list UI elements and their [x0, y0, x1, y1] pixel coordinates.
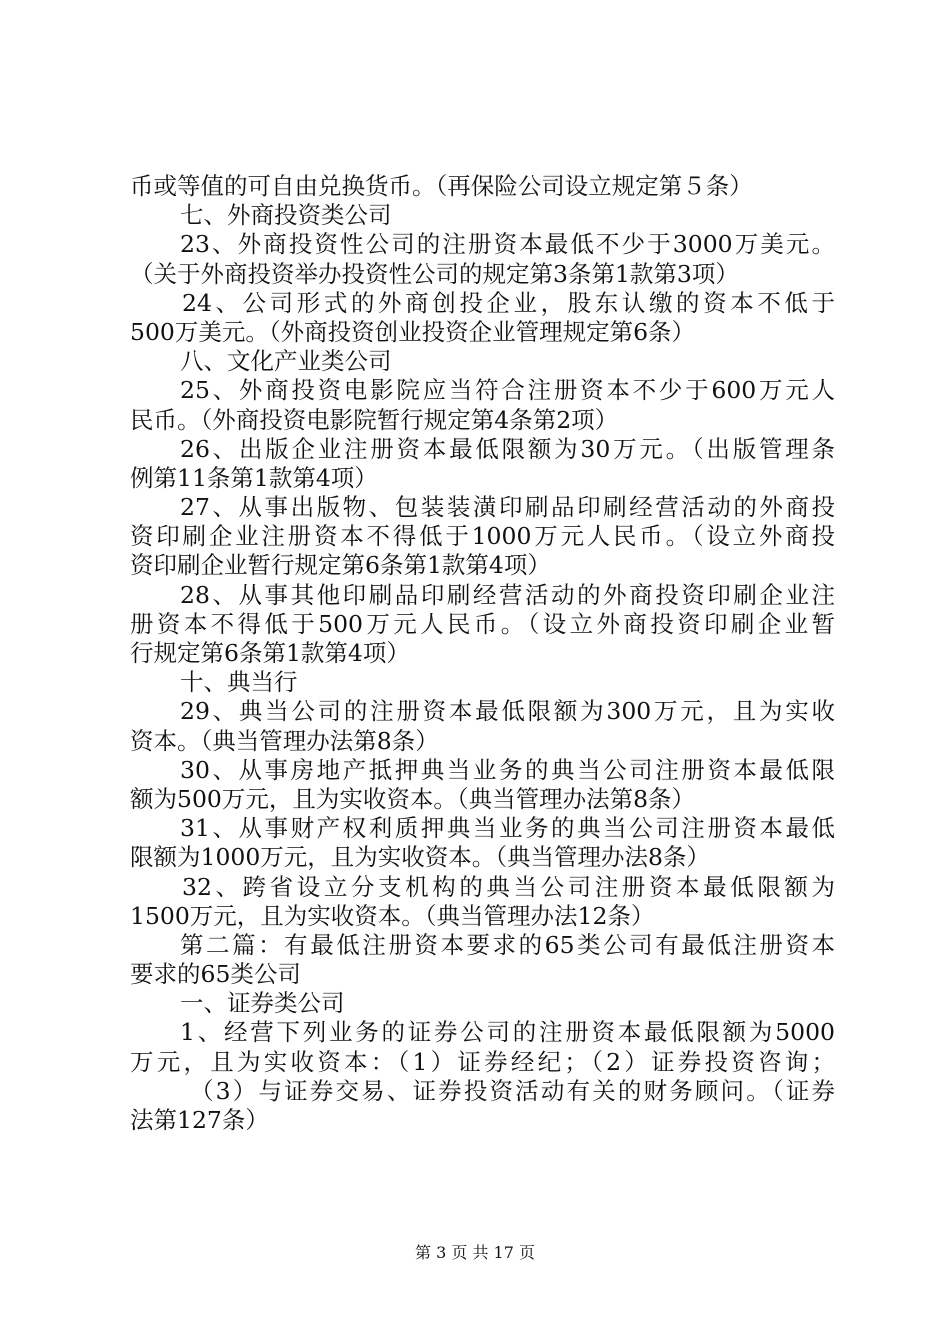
text-line: 25、外商投资电影院应当符合注册资本不少于600万元人 — [180, 376, 835, 405]
section-heading: 八、文化产业类公司 — [180, 347, 392, 376]
text-line: 1500万元，且为实收资本。（典当管理办法12条） — [130, 901, 655, 930]
document-body — [130, 172, 835, 1135]
text-line: 册资本不得低于500万元人民币。（设立外商投资印刷企业暂 — [130, 609, 835, 638]
text-line: 限额为1000万元，且为实收资本。（典当管理办法8条） — [130, 843, 711, 872]
text-line: 1、经营下列业务的证券公司的注册资本最低限额为5000 — [180, 1018, 835, 1047]
text-line: 29、典当公司的注册资本最低限额为300万元，且为实收 — [180, 697, 835, 726]
chapter-heading: 第二篇：有最低注册资本要求的65类公司有最低注册资本 — [180, 930, 835, 959]
text-line: 28、从事其他印刷品印刷经营活动的外商投资印刷企业注 — [180, 580, 835, 609]
text-line: 27、从事出版物、包装装潢印刷品印刷经营活动的外商投 — [180, 493, 835, 522]
text-line: 30、从事房地产抵押典当业务的典当公司注册资本最低限 — [180, 755, 835, 784]
text-line: 民币。（外商投资电影院暂行规定第4条第2项） — [130, 405, 619, 434]
text-line: 币或等值的可自由兑换货币。（再保险公司设立规定第５条） — [130, 172, 753, 200]
text-line: 31、从事财产权利质押典当业务的典当公司注册资本最低 — [180, 814, 835, 843]
text-line: 32、跨省设立分支机构的典当公司注册资本最低限额为 — [182, 872, 835, 901]
text-line: 资本。（典当管理办法第8条） — [130, 726, 439, 755]
text-line: 26、出版企业注册资本最低限额为30万元。（出版管理条 — [180, 434, 835, 463]
text-line: （关于外商投资举办投资性公司的规定第3条第1款第3项） — [130, 259, 739, 288]
text-line: 万元，且为实收资本：（1）证券经纪；（2）证券投资咨询； — [130, 1047, 835, 1076]
section-heading: 七、外商投资类公司 — [180, 201, 392, 230]
chapter-heading: 要求的65类公司 — [130, 960, 301, 989]
page-number-footer: 第 3 页 共 17 页 — [415, 1243, 535, 1262]
text-line: 资印刷企业暂行规定第6条第1款第4项） — [130, 551, 551, 580]
text-line: （3）与证券交易、证券投资活动有关的财务顾问。（证券 — [190, 1076, 835, 1105]
section-heading: 十、典当行 — [180, 668, 298, 697]
text-line: 例第11条第1款第4项） — [130, 463, 378, 492]
section-heading: 一、证券类公司 — [180, 989, 345, 1018]
text-line: 24、公司形式的外商创投企业，股东认缴的资本不低于 — [182, 288, 835, 317]
text-line: 行规定第6条第1款第4项） — [130, 639, 410, 667]
text-line: 500万美元。（外商投资创业投资企业管理规定第6条） — [130, 317, 696, 346]
text-line: 额为500万元，且为实收资本。（典当管理办法第8条） — [130, 784, 696, 813]
text-line: 资印刷企业注册资本不得低于1000万元人民币。（设立外商投 — [130, 522, 835, 551]
text-line: 法第127条） — [130, 1106, 269, 1134]
text-line: 23、外商投资性公司的注册资本最低不少于3000万美元。 — [180, 230, 835, 259]
